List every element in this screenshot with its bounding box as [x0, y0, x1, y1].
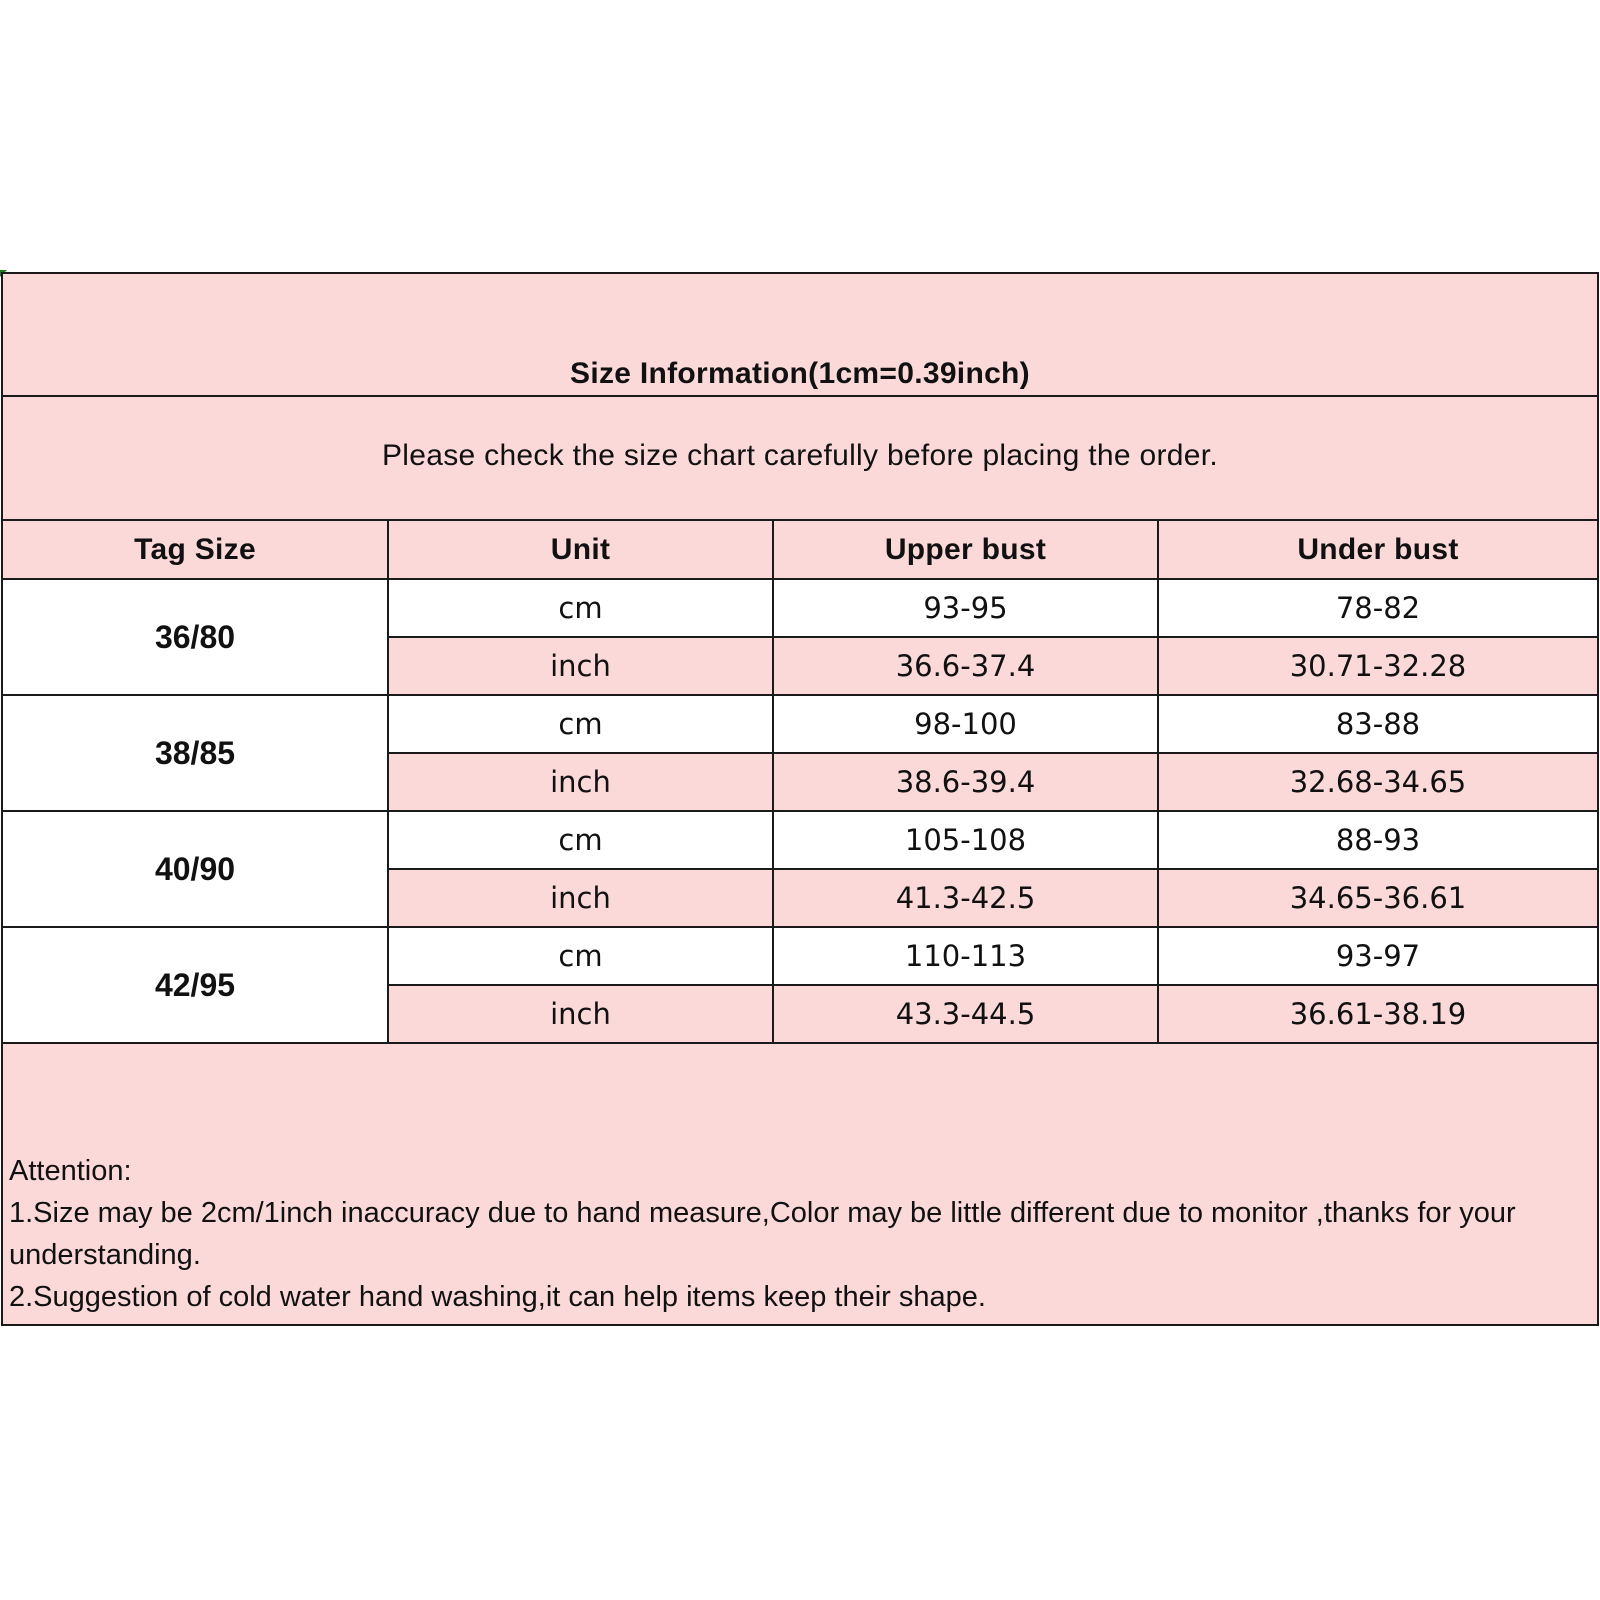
upper-bust-cell: 105-108 [773, 811, 1158, 869]
header-tag-size: Tag Size [3, 521, 388, 579]
upper-bust-cell: 43.3-44.5 [773, 985, 1158, 1043]
unit-cell: inch [388, 869, 773, 927]
unit-cell: cm [388, 927, 773, 985]
under-bust-cell: 83-88 [1158, 695, 1597, 753]
under-bust-cell: 78-82 [1158, 579, 1597, 637]
under-bust-cell: 36.61-38.19 [1158, 985, 1597, 1043]
header-under-bust: Under bust [1158, 521, 1597, 579]
attention-notes [9, 1150, 1587, 1318]
tag-size-cell: 36/80 [3, 579, 388, 695]
attention-note-2: 2.Suggestion of cold water hand washing,it can help items keep their shape. [9, 1281, 986, 1313]
table-row [3, 811, 1597, 869]
order-notice: Please check the size chart carefully before placing the order. [381, 439, 1219, 472]
upper-bust-cell: 36.6-37.4 [773, 637, 1158, 695]
table-row [3, 695, 1597, 753]
table-row [3, 579, 1597, 637]
unit-cell: cm [388, 579, 773, 637]
tag-size-cell: 42/95 [3, 927, 388, 1043]
under-bust-cell: 32.68-34.65 [1158, 753, 1597, 811]
table-header-row [3, 521, 1597, 579]
under-bust-cell: 30.71-32.28 [1158, 637, 1597, 695]
unit-cell: inch [388, 637, 773, 695]
notice-row [3, 397, 1597, 521]
size-chart-sheet [1, 272, 1599, 1326]
unit-cell: inch [388, 753, 773, 811]
header-unit: Unit [388, 521, 773, 579]
upper-bust-cell: 110-113 [773, 927, 1158, 985]
upper-bust-cell: 38.6-39.4 [773, 753, 1158, 811]
under-bust-cell: 88-93 [1158, 811, 1597, 869]
unit-cell: inch [388, 985, 773, 1043]
size-table [3, 521, 1597, 1044]
header-upper-bust: Upper bust [773, 521, 1158, 579]
upper-bust-cell: 93-95 [773, 579, 1158, 637]
unit-cell: cm [388, 811, 773, 869]
table-row [3, 927, 1597, 985]
size-chart-title: Size Information(1cm=0.39inch) [570, 357, 1030, 390]
tag-size-cell: 38/85 [3, 695, 388, 811]
tag-size-cell: 40/90 [3, 811, 388, 927]
upper-bust-cell: 98-100 [773, 695, 1158, 753]
under-bust-cell: 34.65-36.61 [1158, 869, 1597, 927]
title-row [3, 274, 1597, 397]
attention-heading: Attention: [9, 1155, 132, 1187]
under-bust-cell: 93-97 [1158, 927, 1597, 985]
unit-cell: cm [388, 695, 773, 753]
attention-note-1: 1.Size may be 2cm/1inch inaccuracy due to hand measure,Color may be little different due to monitor ,thanks for your understanding. [9, 1197, 1516, 1271]
upper-bust-cell: 41.3-42.5 [773, 869, 1158, 927]
